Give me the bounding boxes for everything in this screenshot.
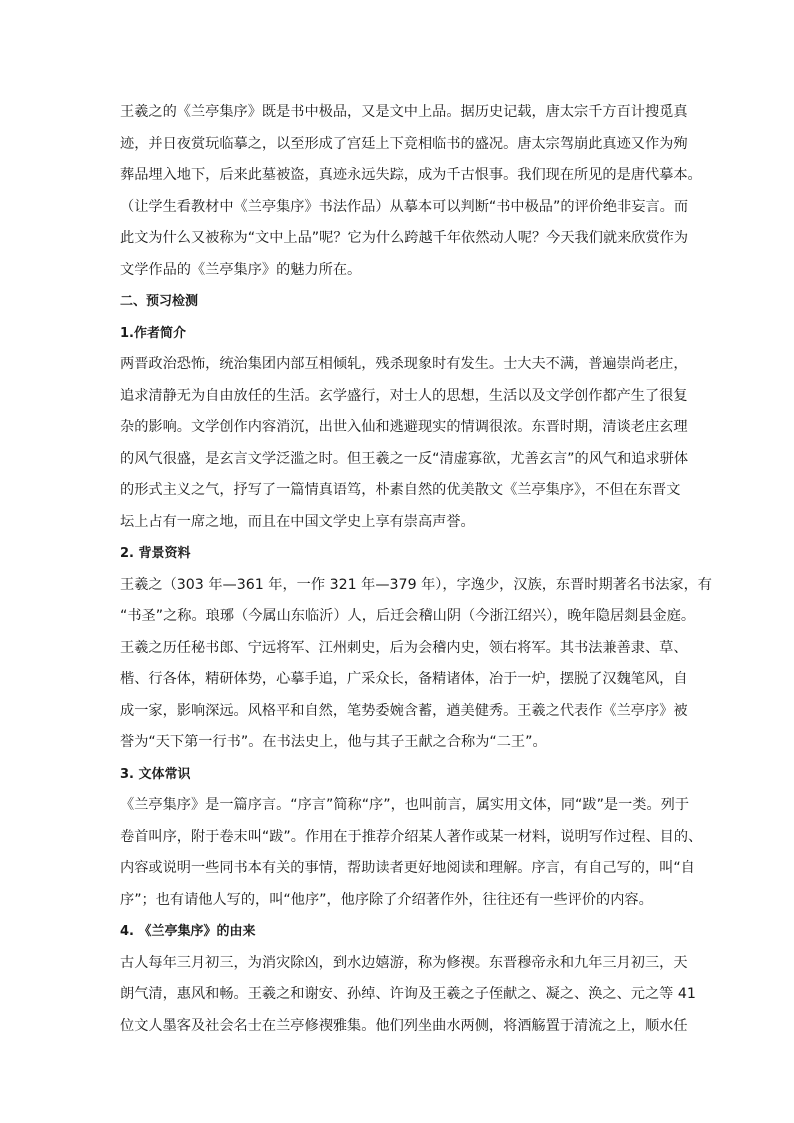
- text-line: 迹，并日夜赏玩临摹之，以至形成了宫廷上下竞相临书的盛况。唐太宗驾崩此真迹又作为殉: [120, 135, 688, 152]
- background-paragraph: [120, 570, 712, 759]
- text-line: 内容或说明一些同书本有关的事情，帮助读者更好地阅读和理解。序言，有自己写的，叫“自: [120, 860, 695, 876]
- text-line: 坛上占有一席之地，而且在中国文学史上享有崇高声誉。: [120, 513, 475, 530]
- section-title-preview-check: 二、预习检测: [120, 294, 199, 309]
- text-line: 成一家，影响深远。风格平和自然，笔势委婉含蓄，遒美健秀。王羲之代表作《兰亭序》被: [120, 702, 688, 719]
- intro-paragraph: [120, 97, 702, 286]
- text-line: 两晋政治恐怖，统治集团内部互相倾轧，残杀现象时有发生。士大夫不满，普遍崇尚老庄，: [120, 356, 688, 372]
- genre-paragraph: [120, 790, 703, 916]
- text-line: 古人每年三月初三，为消灾除凶，到水边嬉游，称为修禊。东晋穆帝永和九年三月初三，天: [120, 954, 688, 971]
- text-line: 葬品埋入地下，后来此墓被盗，真迹永远失踪，成为千古恨事。我们现在所见的是唐代摹本。: [120, 167, 702, 183]
- subheading-background: 2. 背景资料: [120, 546, 191, 561]
- text-line: “书圣”之称。琅琊（今属山东临沂）人，后迁会稽山阴（今浙江绍兴），晚年隐居剡县金庭。: [120, 608, 696, 624]
- subheading-genre: 3. 文体常识: [120, 766, 191, 782]
- text-line: 誉为“天下第一行书”。在书法史上，他与其子王献之合称为“二王”。: [120, 734, 547, 750]
- origin-paragraph: [120, 948, 696, 1043]
- text-line: （让学生看教材中《兰亭集序》书法作品）从摹本可以判断“书中极品”的评价绝非妄言。而: [120, 198, 689, 215]
- text-line: 《兰亭集序》是一篇序言。“序言”简称“序”，也叫前言，属实用文体，同“跋”是一类。列于: [120, 797, 690, 813]
- text-line: 王羲之（303 年—361 年，一作 321 年—379 年），字逸少，汉族，东晋时期著名书法家，有: [120, 576, 712, 593]
- text-line: 位文人墨客及社会名士在兰亭修禊雅集。他们列坐曲水两侧，将酒觞置于清流之上，顺水任: [120, 1017, 688, 1034]
- text-line: 此文为什么又被称为“文中上品”呢？它为什么跨越千年依然动人呢？今天我们就来欣赏作为: [120, 230, 689, 246]
- text-line: 王羲之历任秘书郎、宁远将军、江州刺史，后为会稽内史，领右将军。其书法兼善隶、草、: [120, 639, 688, 656]
- text-line: 的风气很盛，是玄言文学泛滥之时。但王羲之一反“清虚寡欲，尤善玄言”的风气和追求骈体: [120, 450, 689, 467]
- text-line: 文学作品的《兰亭集序》的魅力所在。: [120, 261, 362, 278]
- text-line: 序”；也有请他人写的，叫“他序”，他序除了介绍著作外，往往还有一些评价的内容。: [120, 891, 653, 908]
- subheading-author-intro: 1.作者简介: [120, 325, 186, 341]
- subheading-origin: 4. 《兰亭集序》的由来: [120, 924, 256, 939]
- text-line: 卷首叫序，附于卷末叫“跋”。作用在于推荐介绍某人著作或某一材料，说明写作过程、目的、: [120, 828, 703, 845]
- document-body: [120, 97, 712, 1042]
- text-line: 楷、行各体，精研体势，心摹手追，广采众长，备精诸体，冶于一炉，摆脱了汉魏笔风，自: [120, 671, 688, 687]
- text-line: 朗气清，惠风和畅。王羲之和谢安、孙绰、许询及王羲之子侄献之、凝之、涣之、元之等 41: [120, 986, 696, 1002]
- text-line: 杂的影响。文学创作内容消沉，出世入仙和逃避现实的情调很浓。东晋时期，清谈老庄玄理: [120, 419, 688, 435]
- text-line: 的形式主义之气，抒写了一篇情真语笃，朴素自然的优美散文《兰亭集序》，不但在东晋文: [120, 482, 681, 498]
- author-paragraph: [120, 349, 689, 538]
- text-line: 王羲之的《兰亭集序》既是书中极品，又是文中上品。据历史记载，唐太宗千方百计搜觅真: [120, 104, 688, 120]
- text-line: 追求清静无为自由放任的生活。玄学盛行，对士人的思想，生活以及文学创作都产生了很复: [120, 387, 688, 404]
